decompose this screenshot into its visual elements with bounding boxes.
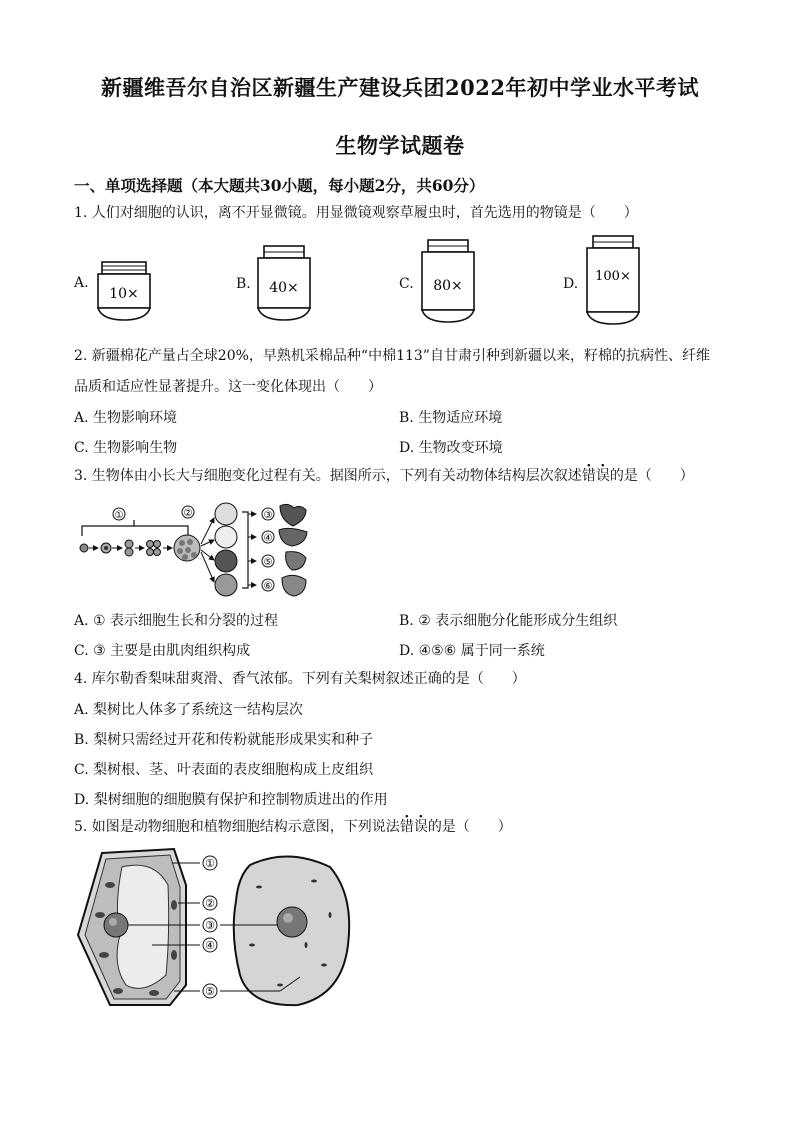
exam-title: 新疆维吾尔自治区新疆生产建设兵团2022年初中学业水平考试 bbox=[101, 75, 699, 100]
q3-text-pre: 3. 生物体由小长大与细胞变化过程有关。据图所示，下列有关动物体结构层次叙述 bbox=[74, 468, 582, 484]
objective-lens-80x-icon bbox=[418, 236, 480, 326]
objective-lens-40x-icon bbox=[254, 242, 316, 324]
q1-option-b-letter: B. bbox=[236, 276, 251, 292]
q2-option-a: A. 生物影响环境 bbox=[74, 410, 178, 426]
question-3-text bbox=[74, 466, 694, 486]
q1-mark-c: 80× bbox=[433, 278, 463, 294]
q5-label-1: ① bbox=[205, 857, 215, 870]
q5-emphasis-2: 误 bbox=[413, 819, 428, 835]
section-heading: 一、单项选择题（本大题共30小题，每小题2分，共60分） bbox=[74, 176, 485, 195]
q3-option-b: B. ② 表示细胞分化能形成分生组织 bbox=[399, 613, 618, 629]
question-4-text: 4. 库尔勒香梨味甜爽滑、香气浓郁。下列有关梨树叙述正确的是（ ） bbox=[74, 671, 526, 687]
objective-lens-100x-icon bbox=[583, 232, 645, 328]
q5-label-3: ③ bbox=[205, 919, 215, 932]
q3-label-3: ③ bbox=[263, 510, 273, 521]
question-2-line1: 2. 新疆棉花产量占全球20%，早熟机采棉品种“中棉113”自甘肃引种到新疆以来，籽棉的抗病性、纤维 bbox=[74, 348, 710, 364]
q4-option-d: D. 梨树细胞的细胞膜有保护和控制物质进出的作用 bbox=[74, 792, 388, 808]
q3-text-post: 的是（ ） bbox=[609, 468, 694, 484]
q5-text-post: 的是（ ） bbox=[427, 819, 512, 835]
q5-text-pre: 5. 如图是动物细胞和植物细胞结构示意图，下列说法 bbox=[74, 819, 400, 835]
q3-emphasis-2: 误 bbox=[595, 468, 610, 484]
q1-option-d-letter: D. bbox=[563, 276, 579, 292]
q2-option-b: B. 生物适应环境 bbox=[399, 410, 503, 426]
q2-option-d: D. 生物改变环境 bbox=[399, 440, 503, 456]
q5-label-2: ② bbox=[205, 897, 215, 910]
plant-animal-cell-diagram bbox=[74, 845, 374, 1015]
q2-option-c: C. 生物影响生物 bbox=[74, 440, 178, 456]
objective-lens-10x-icon bbox=[94, 258, 156, 324]
q1-option-c-letter: C. bbox=[399, 276, 414, 292]
question-2-line2: 品质和适应性显著提升。这一变化体现出（ ） bbox=[74, 379, 382, 395]
question-1-text: 1. 人们对细胞的认识，离不开显微镜。用显微镜观察草履虫时，首先选用的物镜是（ ） bbox=[74, 205, 638, 221]
q3-option-d: D. ④⑤⑥ 属于同一系统 bbox=[399, 643, 545, 659]
q4-option-a: A. 梨树比人体多了系统这一结构层次 bbox=[74, 702, 304, 718]
q3-label-1: ① bbox=[114, 510, 124, 521]
q3-emphasis-1: 错 bbox=[581, 468, 596, 484]
q4-option-b: B. 梨树只需经过开花和传粉就能形成果实和种子 bbox=[74, 732, 374, 748]
q4-option-c: C. 梨树根、茎、叶表面的表皮细胞构成上皮组织 bbox=[74, 762, 374, 778]
q3-option-a: A. ① 表示细胞生长和分裂的过程 bbox=[74, 613, 279, 629]
q5-label-5: ⑤ bbox=[205, 985, 215, 998]
q3-label-5: ⑤ bbox=[263, 557, 273, 568]
q3-option-c: C. ③ 主要是由肌肉组织构成 bbox=[74, 643, 251, 659]
q3-label-6: ⑥ bbox=[263, 581, 273, 592]
cell-division-diagram bbox=[74, 500, 324, 600]
q1-mark-d: 100× bbox=[595, 269, 631, 284]
q5-emphasis-1: 错 bbox=[399, 819, 414, 835]
q1-mark-a: 10× bbox=[109, 286, 139, 302]
q3-label-2: ② bbox=[183, 508, 193, 519]
q5-label-4: ④ bbox=[205, 939, 215, 952]
q3-label-4: ④ bbox=[263, 533, 273, 544]
q1-mark-b: 40× bbox=[269, 280, 299, 296]
q1-option-a-letter: A. bbox=[74, 275, 89, 291]
question-5-text bbox=[74, 817, 512, 837]
exam-subtitle: 生物学试题卷 bbox=[335, 133, 465, 158]
